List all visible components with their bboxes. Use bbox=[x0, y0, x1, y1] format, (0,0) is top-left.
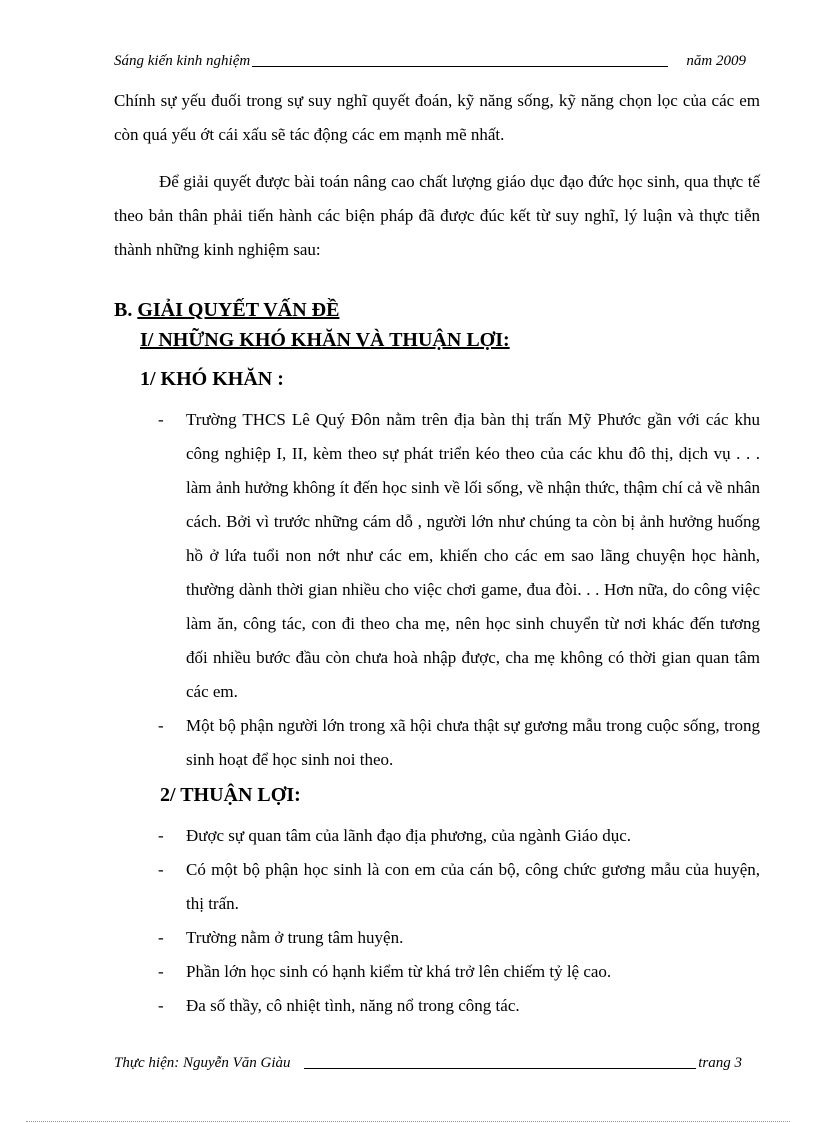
header-rule bbox=[252, 66, 668, 67]
page-header bbox=[114, 53, 746, 70]
intro-paragraph-1: Chính sự yếu đuối trong sự suy nghĩ quyết đoán, kỹ năng sống, kỹ năng chọn lọc của các em còn quá yếu ớt cái xấu sẽ tác động các em mạnh mẽ nhất. bbox=[114, 91, 760, 144]
list-item bbox=[158, 853, 760, 921]
list-item-text: Có một bộ phận học sinh là con em của cán bộ, công chức gương mẫu của huyện, thị trấn. bbox=[186, 860, 760, 913]
page-footer bbox=[114, 1055, 742, 1072]
list-item bbox=[158, 955, 760, 989]
dash-bullet: - bbox=[158, 928, 164, 947]
footer-page-number: trang 3 bbox=[698, 1055, 742, 1071]
list-item bbox=[158, 921, 760, 955]
section-prefix: B. bbox=[114, 299, 133, 321]
advantages-list bbox=[158, 819, 760, 1023]
dash-bullet: - bbox=[158, 996, 164, 1015]
dash-bullet: - bbox=[158, 410, 164, 429]
intro-paragraph-2: Để giải quyết được bài toán nâng cao chất lượng giáo dục đạo đức học sinh, qua thực tế theo bản thân phải tiến hành các biện pháp đã được đúc kết từ suy nghĩ, lý luận và thực tiễn thành những kinh nghiệm sau: bbox=[114, 172, 760, 259]
list-item-text: Được sự quan tâm của lãnh đạo địa phương, của ngành Giáo dục. bbox=[186, 826, 631, 845]
section-title: GIẢI QUYẾT VẤN ĐỀ bbox=[137, 299, 340, 321]
page-bottom-border bbox=[26, 1121, 790, 1122]
dash-bullet: - bbox=[158, 860, 164, 879]
difficulties-list bbox=[158, 403, 760, 777]
dash-bullet: - bbox=[158, 826, 164, 845]
section-heading bbox=[114, 299, 339, 322]
dash-bullet: - bbox=[158, 716, 164, 735]
list-item bbox=[158, 989, 760, 1023]
dash-bullet: - bbox=[158, 962, 164, 981]
header-title: Sáng kiến kinh nghiệm bbox=[114, 53, 251, 69]
list-item-text: Đa số thầy, cô nhiệt tình, năng nổ trong công tác. bbox=[186, 996, 520, 1015]
subsection-heading bbox=[140, 329, 510, 352]
difficulties-heading: 1/ KHÓ KHĂN : bbox=[140, 368, 284, 390]
list-item bbox=[158, 819, 760, 853]
advantages-heading: 2/ THUẬN LỢI: bbox=[160, 784, 301, 806]
list-item-text: Phần lớn học sinh có hạnh kiểm từ khá trở lên chiếm tỷ lệ cao. bbox=[186, 962, 612, 981]
list-item-text: Một bộ phận người lớn trong xã hội chưa thật sự gương mẫu trong cuộc sống, trong sinh hoạt để học sinh noi theo. bbox=[186, 716, 760, 769]
subsection-title: I/ NHỮNG KHÓ KHĂN VÀ THUẬN LỢI: bbox=[140, 329, 510, 351]
footer-rule bbox=[304, 1068, 696, 1069]
list-item bbox=[158, 709, 760, 777]
list-item-text: Trường THCS Lê Quý Đôn nằm trên địa bàn thị trấn Mỹ Phước gần với các khu công nghiệp I, II, kèm theo sự phát triển kéo theo của các khu đô thị, dịch vụ . . . làm ảnh hưởng không ít đến học sinh về lối sống, về nhận thức, thậm chí cả về nhân cách. Bởi vì trước những cám dỗ , người lớn như chúng ta còn bị ảnh hưởng huống hồ ở lứa tuổi non nớt như các em, khiến cho các em sao lãng chuyện học hành, thường dành thời gian nhiều cho việc chơi game, đua đòi. . . Hơn nữa, do công việc làm ăn, công tác, con đi theo cha mẹ, nên học sinh chuyển từ nơi khác đến tương đối nhiều bước đầu còn chưa hoà nhập được, cha mẹ không có thời gian quan tâm các em. bbox=[186, 410, 760, 701]
header-year: năm 2009 bbox=[686, 53, 746, 69]
list-item-text: Trường nằm ở trung tâm huyện. bbox=[186, 928, 404, 947]
footer-author: Thực hiện: Nguyễn Văn Giàu bbox=[114, 1055, 291, 1071]
list-item bbox=[158, 403, 760, 709]
